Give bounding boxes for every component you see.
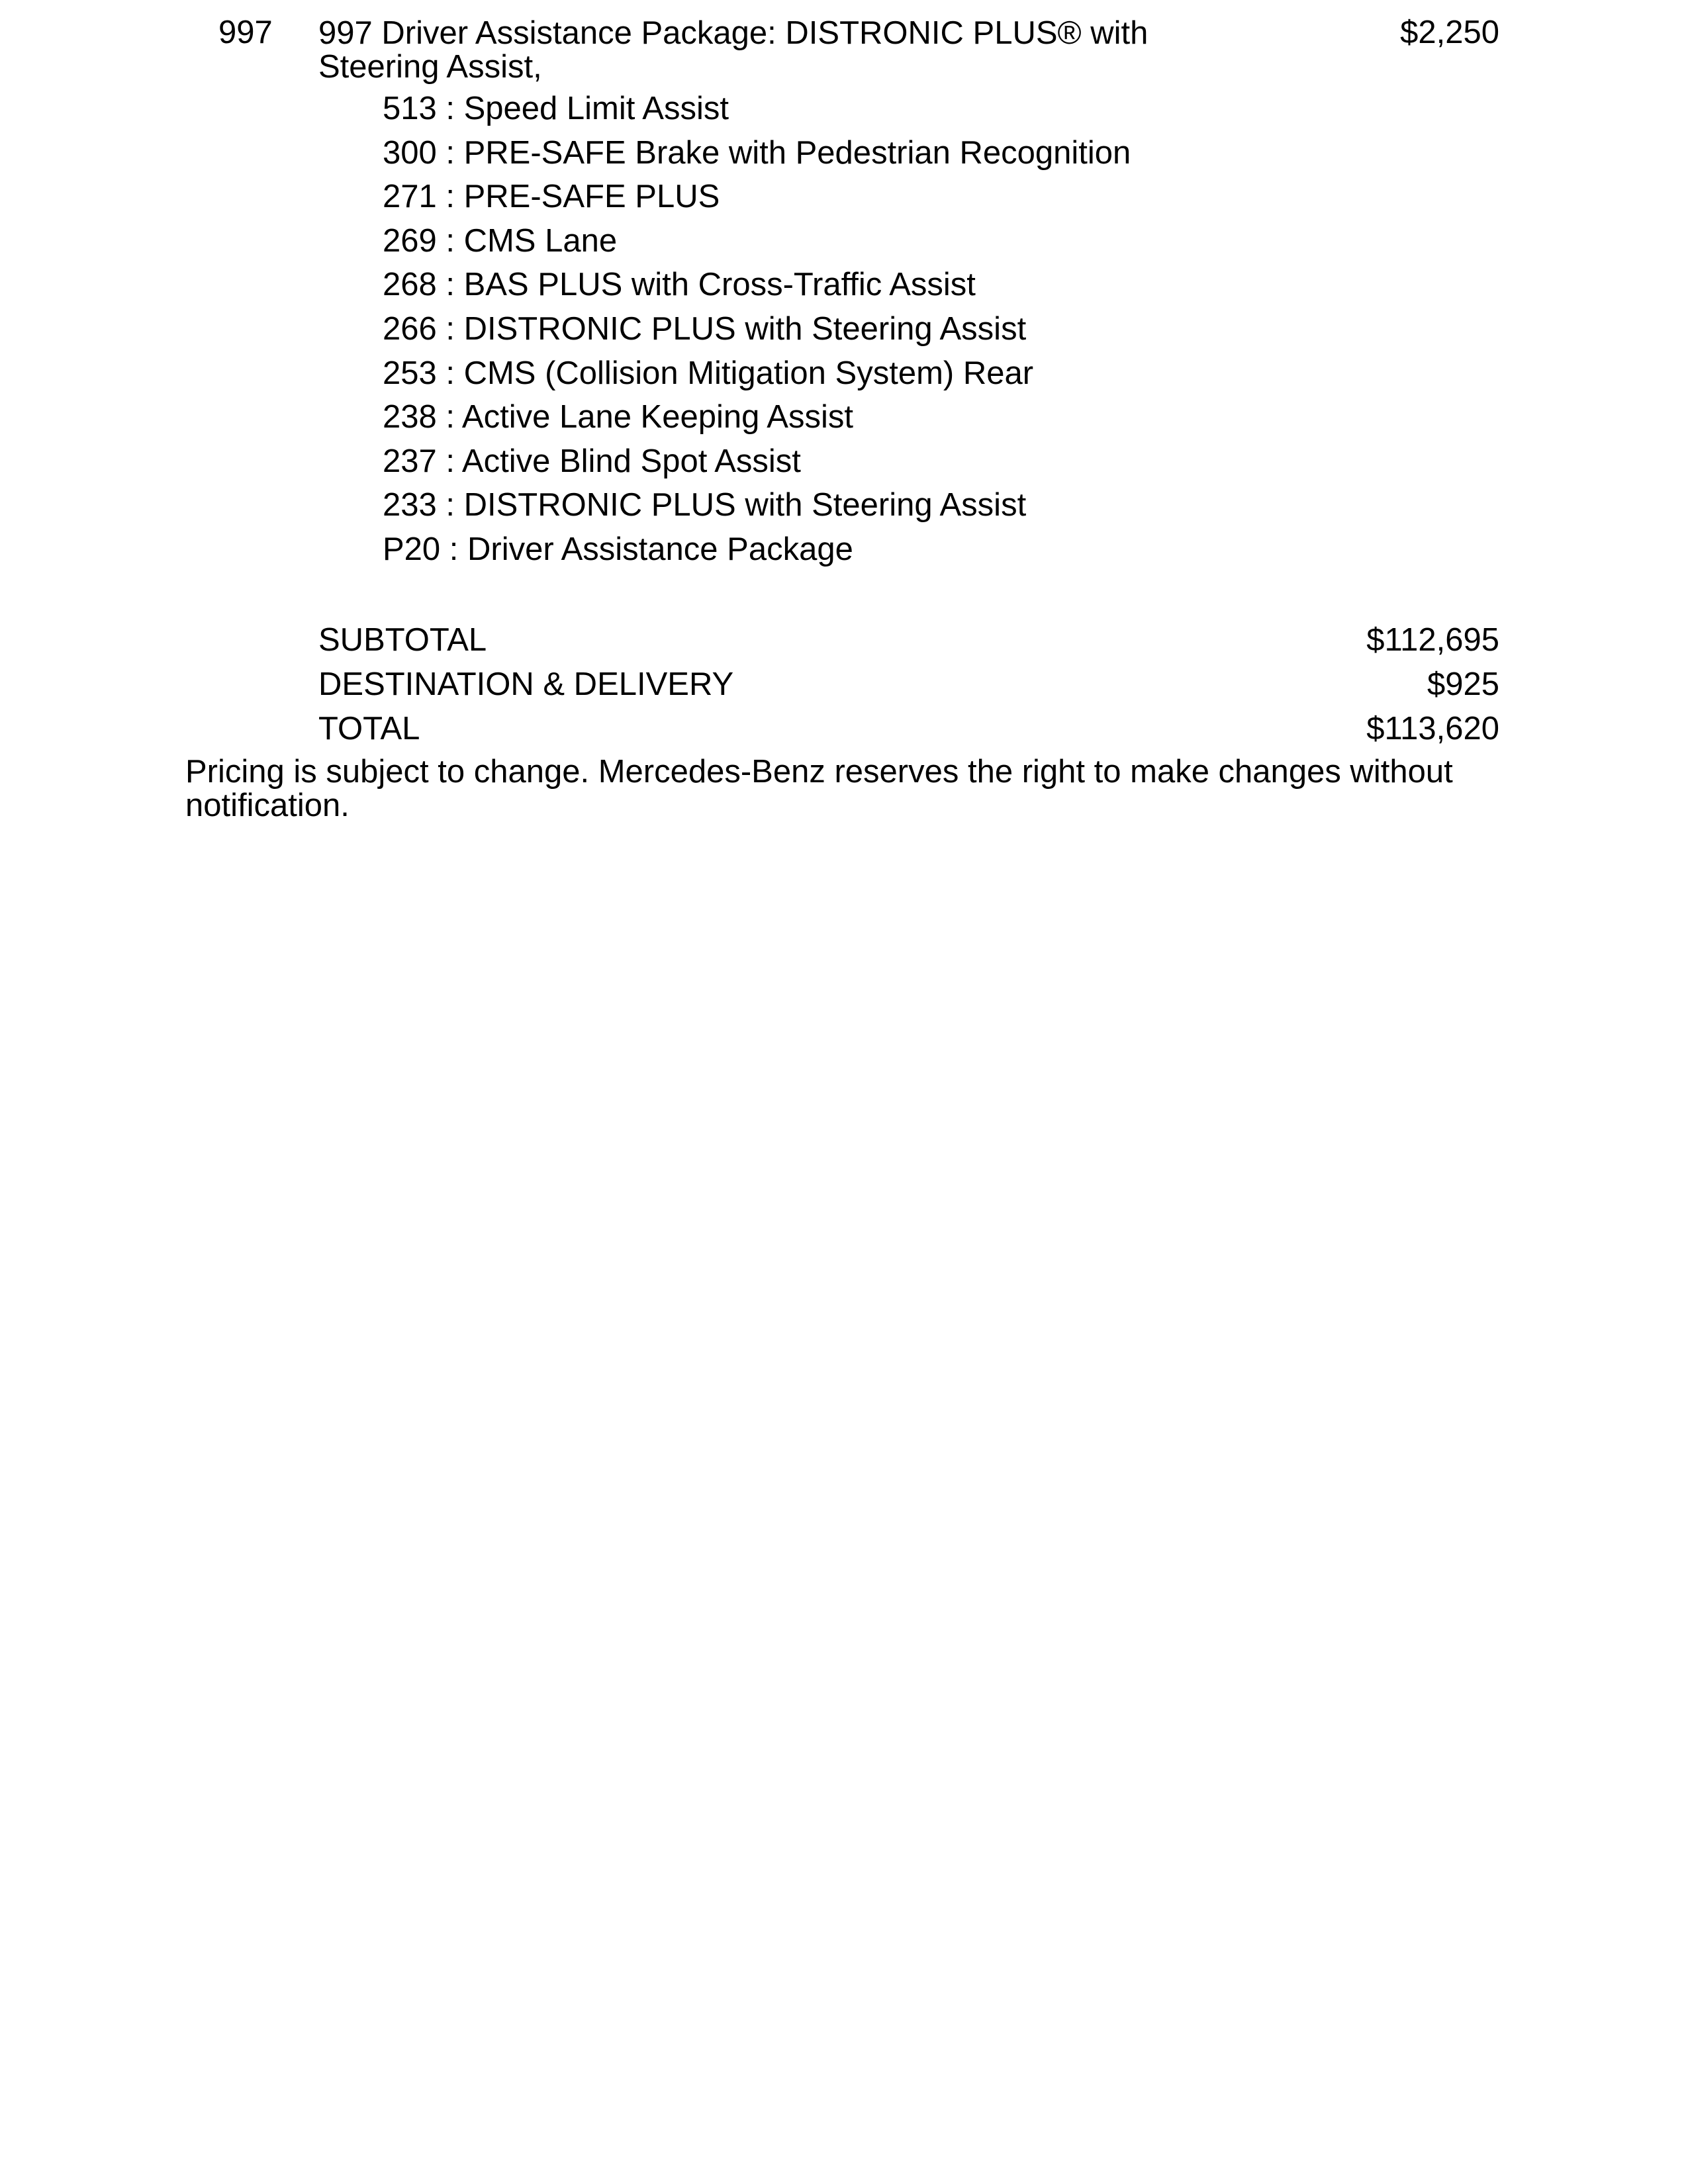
list-item: 266 : DISTRONIC PLUS with Steering Assist xyxy=(383,310,1027,347)
total-value: $113,620 xyxy=(1366,711,1499,747)
subtotal-value: $112,695 xyxy=(1366,622,1499,658)
list-item: 513 : Speed Limit Assist xyxy=(383,91,729,126)
subtotal-label: SUBTOTAL xyxy=(318,622,487,658)
package-price: $2,250 xyxy=(1400,15,1499,50)
list-item: 300 : PRE-SAFE Brake with Pedestrian Recognition xyxy=(383,134,1131,171)
list-item: P20 : Driver Assistance Package xyxy=(383,531,853,567)
total-label: TOTAL xyxy=(318,711,420,747)
destination-value: $925 xyxy=(1427,666,1499,702)
package-code: 997 xyxy=(218,15,273,50)
list-item: 237 : Active Blind Spot Assist xyxy=(383,443,801,479)
destination-label: DESTINATION & DELIVERY xyxy=(318,666,734,702)
list-item: 269 : CMS Lane xyxy=(383,222,618,259)
list-item: 268 : BAS PLUS with Cross-Traffic Assist xyxy=(383,267,976,303)
list-item: 238 : Active Lane Keeping Assist xyxy=(383,399,853,435)
list-item: 253 : CMS (Collision Mitigation System) Rear xyxy=(383,355,1034,391)
package-description: 997 Driver Assistance Package: DISTRONIC PLUS® with Steering Assist, xyxy=(318,15,1149,85)
pricing-notice: Pricing is subject to change. Mercedes-Benz reserves the right to make changes without notification. xyxy=(185,754,1453,823)
package-feature-list xyxy=(383,93,1131,578)
list-item: 233 : DISTRONIC PLUS with Steering Assist xyxy=(383,487,1027,523)
list-item: 271 : PRE-SAFE PLUS xyxy=(383,179,720,215)
